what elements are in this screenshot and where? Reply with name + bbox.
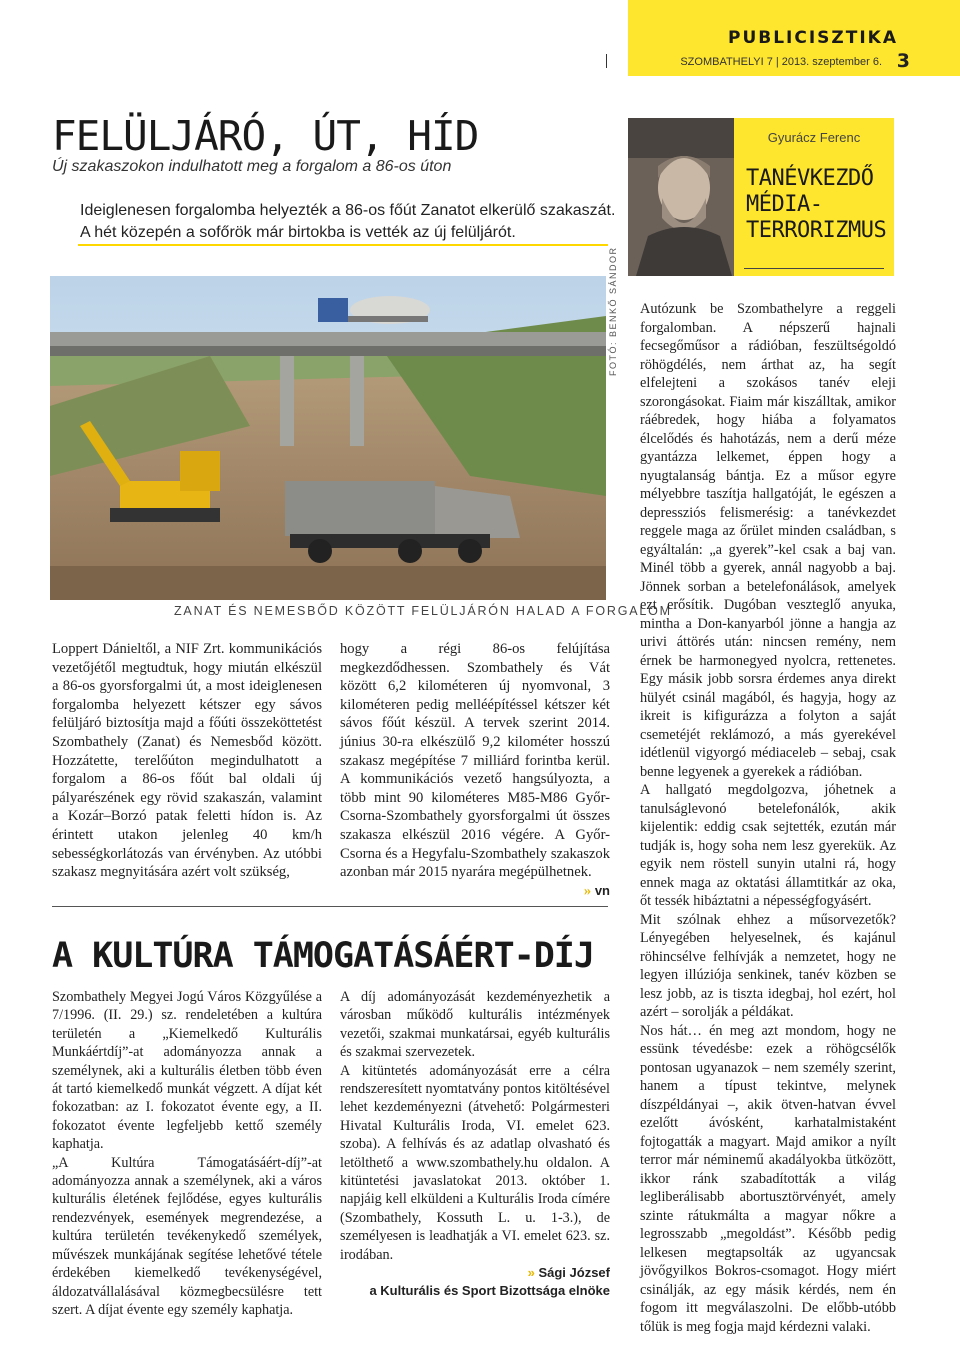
article2-col1-p1: Szombathely Megyei Jogú Város Közgyűlése a 7/1996. (II. 29.) sz. rendeletében a kultúra területén a „Kiemelkedő Kulturális Munkáértdíj”-at adományozza annak a személynek, aki a kulturális életben több éven át tartó kiemelkedő munkát végzett. A díjat két fokozatban: az I. fokozatot évente egy, a II. fokozatot évente legfeljebb kettő személy kaphatja. <box>52 989 322 1153</box>
opinion-title-rule <box>744 268 884 269</box>
photo-caption: ZANAT ÉS NEMESBŐD KÖZÖTT FELÜLJÁRÓN HALAD A FORGALOM <box>174 604 672 618</box>
article1-column1: Loppert Dánieltől, a NIF Zrt. kommunikációs vezetőjétől megtudtuk, hogy miután elkészül a 86-os gyorsforgalmi út, a most ideiglenesen forgalomba helyezett kétszer egy sávos felüljáró biztosítja majd a főúti összeköttetést Szombathely (Zanat) és Nemesbőd között. Hozzátette, terelőúton megindulhatott a forgalom a 86-os főút bal oldali új pályarészének egy rövid szakaszán, valamint a Kozár–Borzó patak feletti hídon is. Az érintett utakon jelenleg 40 km/h sebességkorlátozás van érvényben. Az utóbbi szakasz megnyitására azért volt szükség, <box>52 641 322 881</box>
article1-lead: Ideiglenesen forgalomba helyezték a 86-os főút Zanatot elkerülő szakaszát. A hét közepén a sofőrök már birtokba is vették az új felüljárót. <box>80 202 616 241</box>
issue-date: szeptember 6. <box>812 56 882 68</box>
portrait-photo <box>628 118 734 276</box>
article2-col2-p1: A díj adományozását kezdeményezhetik a városban működő kulturális intézmények vezetői, szakmai munkatársai, egyéb kulturális és szakmai szervezetek. <box>340 989 610 1061</box>
header-tick <box>606 54 607 68</box>
article1-column2 <box>340 640 610 900</box>
article1-signature: vn <box>594 882 610 898</box>
section-title: PUBLICISZTIKA <box>727 28 898 48</box>
issue-year: 2013. <box>781 56 810 68</box>
article2-column2 <box>340 988 610 1300</box>
construction-photo <box>50 276 606 600</box>
issue-meta: SZOMBATHELYI 7 | 2013. szeptember 6. <box>680 56 882 68</box>
article2-headline: A KULTÚRA TÁMOGATÁSÁÉRT-DÍJ <box>52 936 594 976</box>
publication-name: SZOMBATHELYI 7 <box>680 56 773 68</box>
article2-col1-p2: „A Kultúra Támogatásáért-díj”-at adományozza annak a személynek, aki a város kulturális életének fejlődése, egyes kulturális rendezvények, események megrendezése, a kultúra területén tevékenykedő személyek, művészek munkájának segítése lehetővé tétele érdekében kiemelkedő tevékenységével, áldozatvállalásával közmegbecsülésre tett szert. A díjat évente egy személy kaphatja. <box>52 1154 322 1318</box>
opinion-title <box>746 166 886 244</box>
opinion-p4: Nos hát… én meg azt mondom, hogy ne essünk tévedésbe: ezek a röhögcsélők pontosan ugyanazok – nem személy szerint, hanem a típust tekintve, melynek díszpéldányai –, akik ötven-hatvan évvel ezelőtt ávósként, karhatalmistaként fojtogatták a magyart. Majd amikor a nyílt terror már néminemű akadályokba ütközött, ikkor ránk szabadították a világ legliberálisabb abortusztörvényét, amely szinte rátukmálta a magyar nőkre a legrosszabb „megoldást”. Később pedig lelkesen megtapsolták az ugyancsak jövőgyilkos Bokros-csomagot. Hogy miért csinálják, az egy másik kérdés, nem én fogom itt megválaszolni. De előbb-utóbb tőlük is meg fogja majd kérdezni valaki. <box>640 1022 896 1335</box>
lead-underline <box>78 244 608 246</box>
page-number: 3 <box>896 50 910 72</box>
opinion-body <box>640 300 896 1336</box>
header-band <box>628 0 960 76</box>
opinion-title-line3: TERRORIZMUS <box>746 218 887 243</box>
article1-column2-text: hogy a régi 86-os felújítása megkezdődhessen. Szombathely és Vát között 6,2 kilométeren új nyomvonal, 3 kilométeren pedig melléépítéssel kétszer két sávos főút készül. A tervek szerint 2014. június 30-ra elkészülő 9,2 kilométer hosszú szakasz megépítése 7 milliárd forintba kerül. A kommunikációs vezető hangsúlyozta, a több mint 90 kilométeres M85-M86 Győr-Csorna-Szombathely gyorsforgalmi út összes szakasza elkészül 2016 végére. A Győr-Csorna és a Hegyfalu-Szombathely szakaszok azonban már 2015 nyarára megépülhetnek. <box>340 641 610 881</box>
article1-subtitle: Új szakaszokon indulhatott meg a forgalom a 86-os úton <box>52 158 452 175</box>
article2-column1 <box>52 988 322 1319</box>
opinion-title-line2: MÉDIA- <box>746 192 823 217</box>
opinion-author: Gyurácz Ferenc <box>767 130 861 145</box>
article1-headline: FELÜLJÁRÓ, ÚT, HÍD <box>52 112 479 160</box>
opinion-p1: Autózunk be Szombathelyre a reggeli forgalomban. A népszerű hajnali fecsegőműsor a rádióban, feszültségoldó röhögdélés, nem árthat az, ha segít elfelejteni a szokásos tanév eleji szorongásokat. Fiaim már kiszálltak, amikor ráébredek, hogy hiába a folyamatos élcelődés és hahotázás, nem a derű méze gyantázza lelkemet, éppen hogy a nyugtalanság bántja. Ez a műsor egyre mélyebbre taszítja hallgatóját, le egészen a depressziós felismerésig: a tanévkezdet reggele maga az őrület minden családban, s egyáltalán: „a gyerek”-kel csak a baj van. Minél több a gyerek, annál nagyobb a baj. Jönnek sorban a betelefonálások, amelyek ezt erősítik. Dugóban veszteglő anyuka, mintha a Don-kanyarból jönne a hangja az urivi áttörés után: nincsen remény, nem érnek be harmonegyed nyolcra, rettenetes. Egy másik jobb sorsra érdemes anya direkt hülyét csinál magából, és hagyja, hogy az ikreit is kifigurázza a folyton a saját csemetéjét reklámozó, a más gyerekével idétlenül vigyorgó médiaceleb – sebaj, csak benne legyenek a gyerekek a rádióban. <box>640 301 896 780</box>
article2-col2-p2: A kitüntetés adományozását erre a célra rendszeresített nyomtatvány pontos kitöltésével lehet kezdeményezni (átvehető: Polgármesteri Hivatal Kulturális Iroda, VI. emelet 623. szoba). A felhívás és az adatlap olvasható és letölthető a www.szombathely.hu oldalon. A kitüntetési javaslatokat 2013. október 1. napjáig kell elküldeni a Kulturális Iroda címére (Szombathely, Kossuth L. u. 1-3.), de személyesen is leadhatják a VI. emelet 623. sz. irodában. <box>340 1062 610 1263</box>
signature-title: a Kulturális és Sport Bizottsága elnöke <box>369 1283 610 1299</box>
signature-name: Sági József <box>538 1265 610 1281</box>
signature-mark: » <box>527 1265 535 1281</box>
photo-credit: FOTÓ: BENKŐ SÁNDOR <box>608 246 618 376</box>
opinion-title-box <box>734 118 894 276</box>
opinion-p3: Mit szólnak ehhez a műsorvezetők? Lényegében helyeselnek, és kajánul röhincsélve felhívják a nemzetet, hogy ne legyen illúziója senkinek, tanév közben se lesz jobb, az is tiszta idegbaj, hol ezért, hol azért – sorolják a példákat. <box>640 911 896 1020</box>
signature-mark: » <box>583 882 592 899</box>
article2-signature <box>340 1264 610 1300</box>
opinion-title-line1: TANÉVKEZDŐ <box>746 166 874 191</box>
article-divider <box>52 906 608 907</box>
opinion-p2: A hallgató megdolgozva, jóhetnek a tanulságlevonó betelefonálók, akik kijelentik: eddig csak sejtették, ezután már tudják is, hogy soha nem lesz gyerekük. Az egyik nem röstell sunyin utalni rá, hogy ennek maga az oktatási államtitkár az oka, őt tessék hibáztatni a népességfogyásért. <box>640 782 896 909</box>
